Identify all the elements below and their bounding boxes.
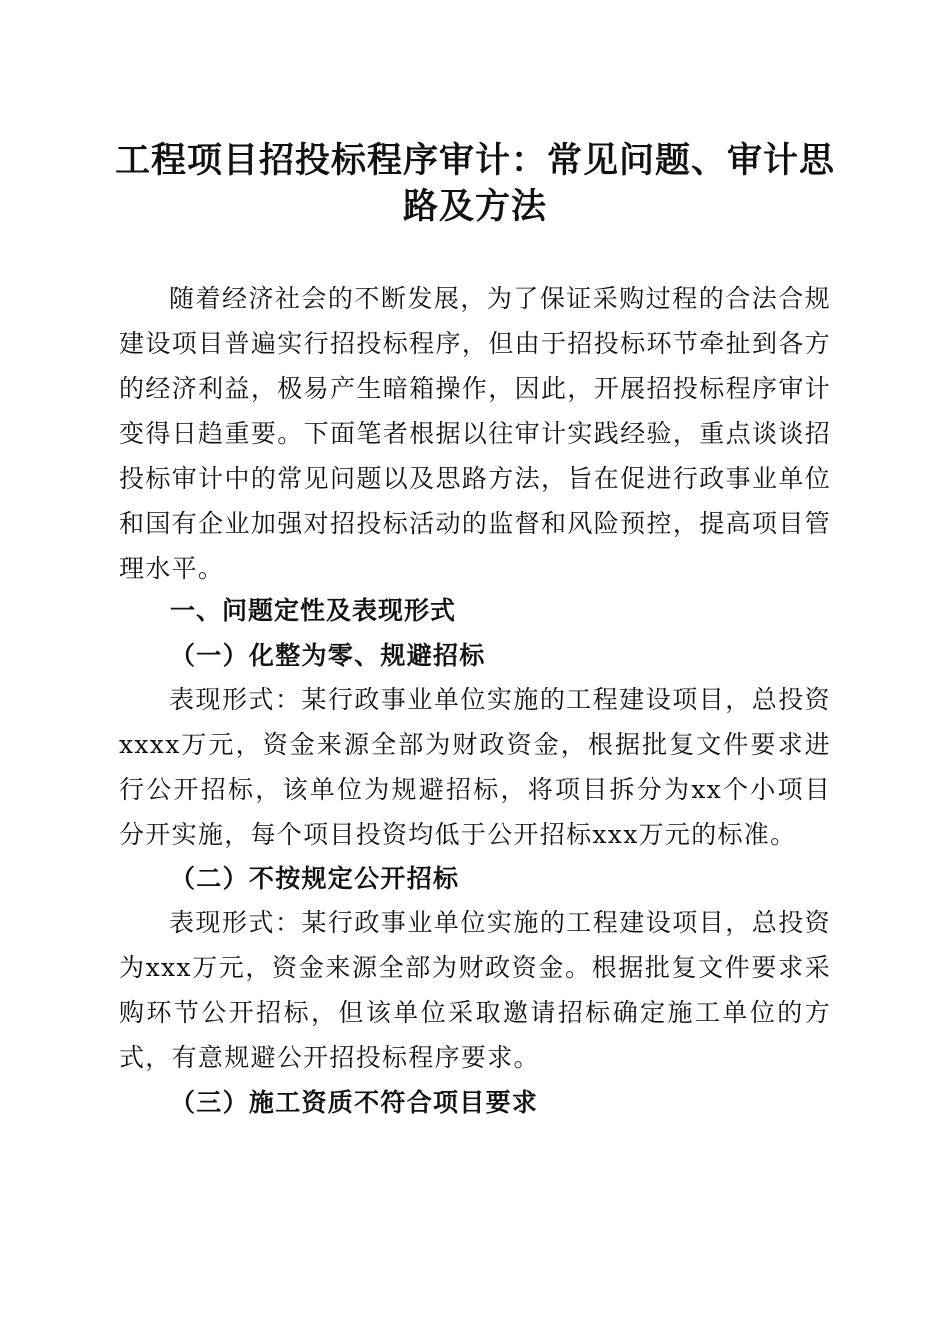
intro-paragraph: 随着经济社会的不断发展，为了保证采购过程的合法合规建设项目普遍实行招投标程序，但由于招投标环节牵扯到各方的经济利益，极易产生暗箱操作，因此，开展招投标程序审计变得日趋重要。下面笔者根据以往审计实践经验，重点谈谈招投标审计中的常见问题以及思路方法，旨在促进行政事业单位和国有企业加强对招投标活动的监督和风险预控，提高项目管理水平。 [119, 284, 831, 583]
document-title: 工程项目招投标程序审计：常见问题、审计思路及方法 [114, 141, 835, 227]
subsection-heading-3: （三）施工资质不符合项目要求 [170, 1088, 539, 1117]
subsection-heading-1: （一）化整为零、规避招标 [170, 641, 486, 670]
subsection-paragraph-1: 表现形式：某行政事业单位实施的工程建设项目，总投资xxxx万元，资金来源全部为财政资金，根据批复文件要求进行公开招标，该单位为规避招标，将项目拆分为xx个小项目分开实施，每个项目投资均低于公开招标xxx万元的标准。 [119, 685, 831, 849]
subsection-heading-2: （二）不按规定公开招标 [170, 864, 460, 893]
subsection-paragraph-2: 表现形式：某行政事业单位实施的工程建设项目，总投资为xxx万元，资金来源全部为财政资金。根据批复文件要求采购环节公开招标，但该单位采取邀请招标确定施工单位的方式，有意规避公开招投标程序要求。 [119, 908, 831, 1072]
section-heading-1: 一、问题定性及表现形式 [170, 596, 457, 625]
